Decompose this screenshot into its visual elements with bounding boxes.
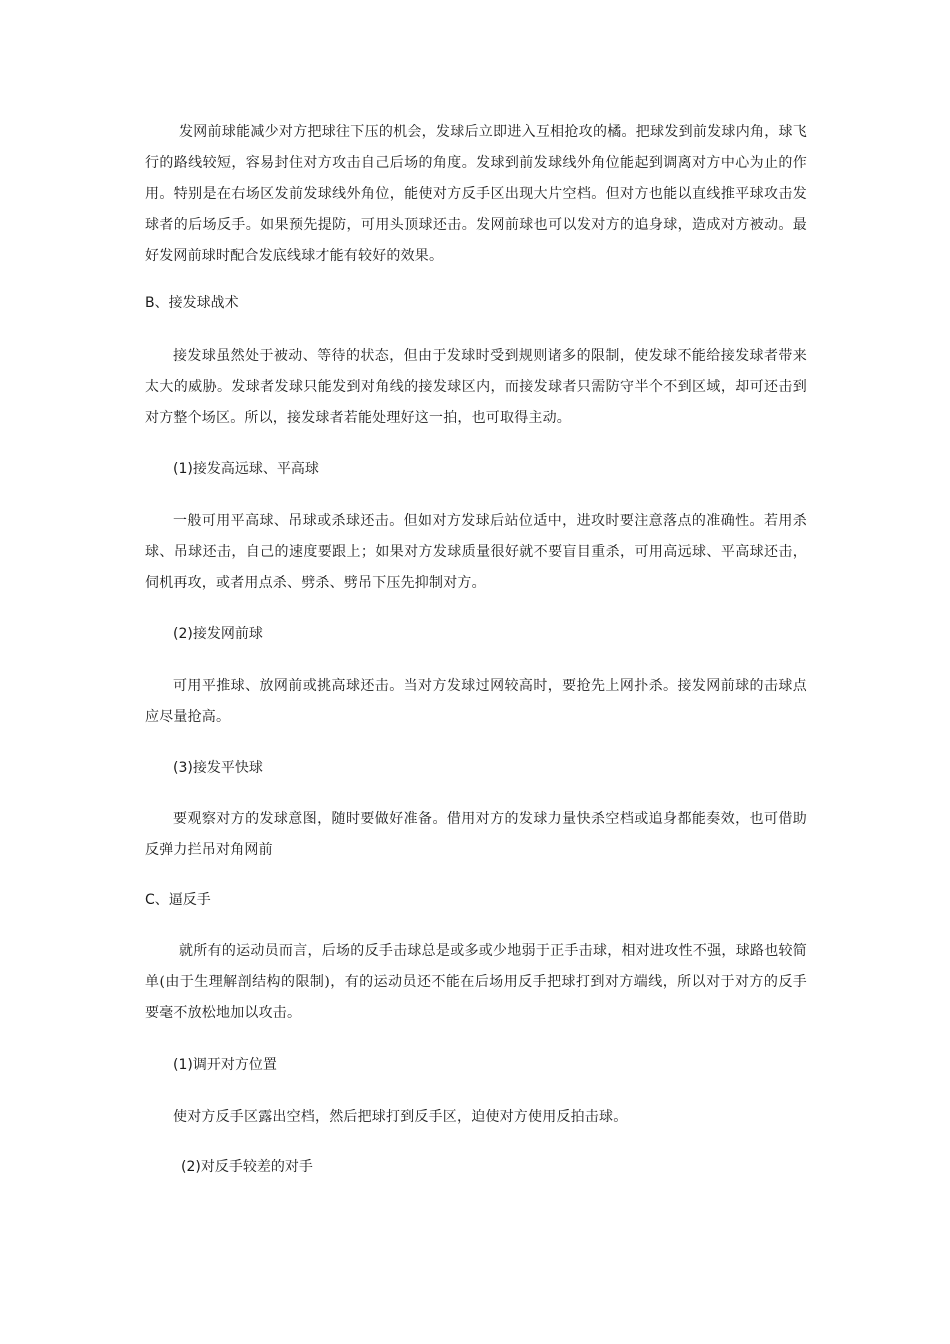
paragraph-move-opponent: 使对方反手区露出空档，然后把球打到反手区，迫使对方使用反拍击球。: [173, 1109, 628, 1125]
subheading-receive-flat-serve: [173, 758, 263, 778]
subheading-number: (1): [173, 461, 193, 477]
subheading-receive-high-serve: [173, 459, 319, 479]
paragraph-receive-serve-intro: 接发球虽然处于被动、等待的状态，但由于发球时受到规则诸多的限制，使发球不能给接发球者带来太大的威胁。发球者发球只能发到对角线的接发球区内，而接发球者只需防守半个不到区域，却可还击到对方整个场区。所以，接发球者若能处理好这一拍，也可取得主动。: [145, 348, 807, 426]
section-title-c: 、逼反手: [154, 892, 211, 908]
subheading-title: 接发高远球、平高球: [192, 461, 319, 477]
subheading-receive-net-serve: [173, 624, 263, 644]
paragraph-serve-net-ball: 发网前球能减少对方把球往下压的机会，发球后立即进入互相抢攻的橘。把球发到前发球内角，球飞行的路线较短，容易封住对方攻击自己后场的角度。发球到前发球线外角位能起到调离对方中心为止的作用。特别是在右场区发前发球线外角位，能使对方反手区出现大片空档。但对方也能以直线推平球攻击发球者的后场反手。如果预先提防，可用头顶球还击。发网前球也可以发对方的追身球，造成对方被动。最好发网前球时配合发底线球才能有较好的效果。: [145, 124, 807, 264]
section-title-b: 、接发球战术: [154, 295, 239, 311]
subheading-weak-backhand: [181, 1157, 313, 1177]
paragraph-force-backhand: 就所有的运动员而言，后场的反手击球总是或多或少地弱于正手击球，相对进攻性不强，球路也较简单(由于生理解剖结构的限制)，有的运动员还不能在后场用反手把球打到对方端线，所以对于对方的反手要毫不放松地加以攻击。: [145, 943, 807, 1021]
subheading-title: 调开对方位置: [192, 1057, 277, 1073]
subheading-title: 对反手较差的对手: [200, 1159, 313, 1175]
section-heading-c: [145, 890, 211, 910]
subheading-move-opponent: [173, 1055, 277, 1075]
subheading-number: (3): [173, 760, 193, 776]
section-letter-c: C: [145, 892, 155, 908]
subheading-number: (2): [173, 626, 193, 642]
section-heading-b: [145, 293, 239, 313]
paragraph-receive-net-serve: 可用平推球、放网前或挑高球还击。当对方发球过网较高时，要抢先上网扑杀。接发网前球的击球点应尽量抢高。: [145, 678, 807, 725]
paragraph-receive-flat-serve: 要观察对方的发球意图，随时要做好准备。借用对方的发球力量快杀空档或追身都能奏效，也可借助反弹力拦吊对角网前: [145, 811, 807, 858]
subheading-number: (2): [181, 1159, 201, 1175]
subheading-number: (1): [173, 1057, 193, 1073]
paragraph-receive-high-serve: 一般可用平高球、吊球或杀球还击。但如对方发球后站位适中，进攻时要注意落点的准确性。若用杀球、吊球还击，自己的速度要跟上；如果对方发球质量很好就不要盲目重杀，可用高远球、平高球还击，伺机再攻，或者用点杀、劈杀、劈吊下压先抑制对方。: [145, 513, 807, 591]
subheading-title: 接发网前球: [192, 626, 263, 642]
subheading-title: 接发平快球: [192, 760, 263, 776]
section-letter-b: B: [145, 295, 155, 311]
